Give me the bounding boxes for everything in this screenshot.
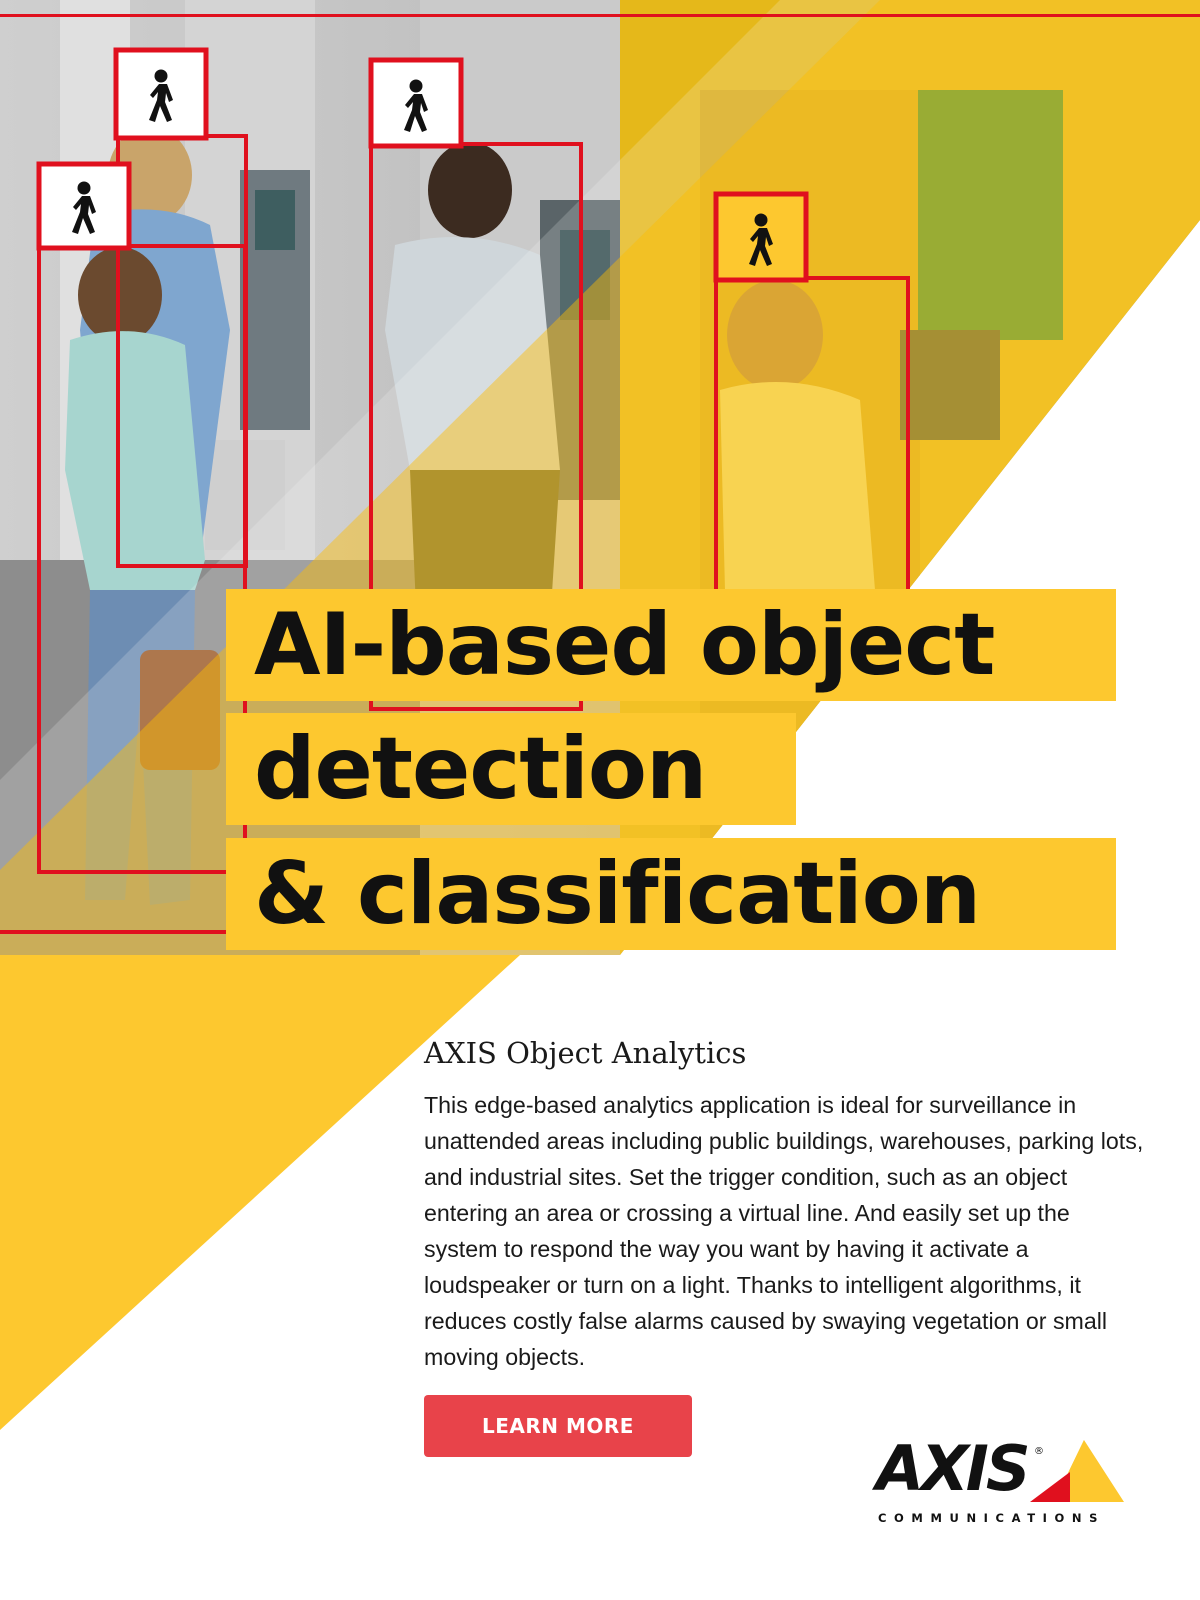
learn-more-button[interactable]: LEARN MORE xyxy=(424,1395,692,1457)
detection-label-3 xyxy=(371,60,461,146)
product-name: AXIS Object Analytics xyxy=(424,1036,747,1070)
detection-label-4 xyxy=(716,194,806,280)
top-accent-line xyxy=(0,14,1200,17)
logo-wordmark: AXIS xyxy=(876,1432,1028,1505)
detection-label-1 xyxy=(116,50,206,138)
logo-tagline: COMMUNICATIONS xyxy=(878,1511,1105,1525)
headline-line-1: AI-based object xyxy=(226,589,1116,701)
logo-registered-mark: ® xyxy=(1034,1446,1044,1457)
detection-label-2 xyxy=(39,164,129,248)
product-description: This edge-based analytics application is ideal for surveillance in unattended areas including public buildings, warehouses, parking lots, and industrial sites. Set the trigger condition, such as an object entering an area or crossing a virtual line. And easily set up the system to respond the way you want by having it activate a loudspeaker or turn on a light. Thanks to intelligent algorithms, it reduces costly false alarms caused by swaying vegetation or small moving objects. xyxy=(424,1092,1144,1370)
headline-line-3: & classification xyxy=(226,838,1116,950)
headline-line-2: detection xyxy=(226,713,796,825)
axis-logo[interactable] xyxy=(876,1432,1136,1532)
